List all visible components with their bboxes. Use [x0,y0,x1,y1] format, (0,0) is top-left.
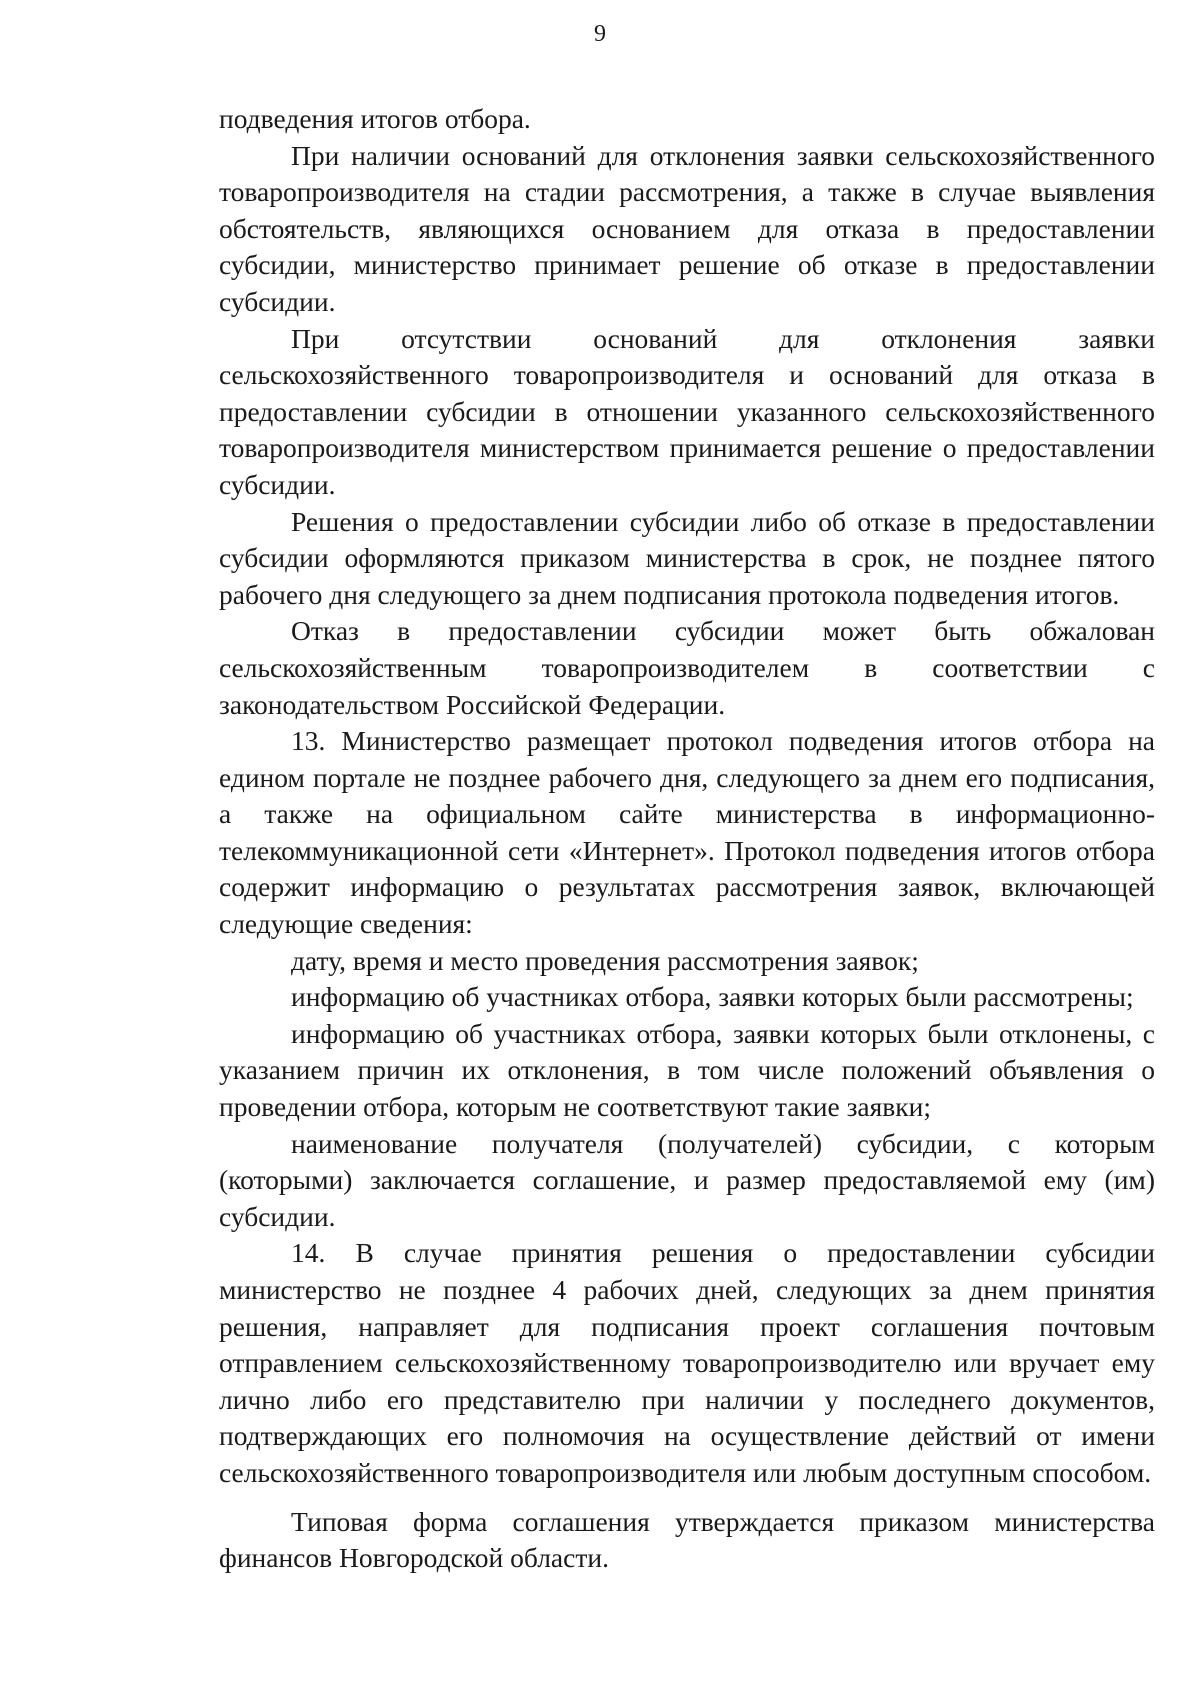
paragraph-appeal: Отказ в предоставлении субсидии может быть обжалован сельскохозяйственным товаропроизводителем в соответствии с законодательством Российской Федерации. [219,615,1155,720]
paragraph-decision-order: Решения о предоставлении субсидии либо об отказе в предоставлении субсидии оформляются приказом министерства в срок, не позднее пятого рабочего дня следующего за днем подписания протокола подведения итогов. [219,505,1155,610]
paragraph-rejection-grounds: При наличии оснований для отклонения заявки сельскохозяйственного товаропроизводителя на стадии рассмотрения, а также в случае выявления обстоятельств, являющихся основанием для отказа в предоставлении субсидии, министерство принимает решение об отказе в предоставлении субсидии. [219,139,1155,317]
list-item-reviewed-participants: информацию об участниках отбора, заявки которых были рассмотрены; [291,981,1134,1013]
paragraph-section-14: 14. В случае принятия решения о предоставлении субсидии министерство не позднее 4 рабочих дней, следующих за днем принятия решения, направляет для подписания проект соглашения почтовым отправлением сельскохозяйственному товаропроизводителю или вручает ему лично либо его представителю при наличии у последнего документов, подтверждающих его полномочия на осуществление действий от имени сельскохозяйственного товаропроизводителя или любым доступным способом. [219,1237,1155,1488]
paragraph-approval-decision: При отсутствии оснований для отклонения заявки сельскохозяйственного товаропроизводителя и оснований для отказа в предоставлении субсидии в отношении указанного сельскохозяйственного товаропроизводителя министерством принимается решение о предоставлении субсидии. [219,322,1155,500]
paragraph-continuation: подведения итогов отбора. [219,103,531,134]
list-item-recipients: наименование получателя (получателей) субсидии, с которым (которыми) заключается соглашение, и размер предоставляемой ему (им) субсидии. [219,1127,1155,1232]
paragraph-standard-form: Типовая форма соглашения утверждается приказом министерства финансов Новгородской области. [219,1505,1155,1574]
document-body [219,101,1155,1577]
page-number: 9 [594,21,606,47]
list-item-rejected-participants: информацию об участниках отбора, заявки которых были отклонены, с указанием причин их отклонения, в том числе положений объявления о проведении отбора, которым не соответствуют такие заявки; [219,1017,1155,1123]
list-item-date-time-place: дату, время и место проведения рассмотрения заявок; [291,944,919,976]
paragraph-section-13: 13. Министерство размещает протокол подведения итогов отбора на едином портале не позднее рабочего дня, следующего за днем его подписания, а также на официальном сайте министерства в информационно-телекоммуникационной сети «Интернет». Протокол подведения итогов отбора содержит информацию о результатах рассмотрения заявок, включающей следующие сведения: [219,725,1155,940]
